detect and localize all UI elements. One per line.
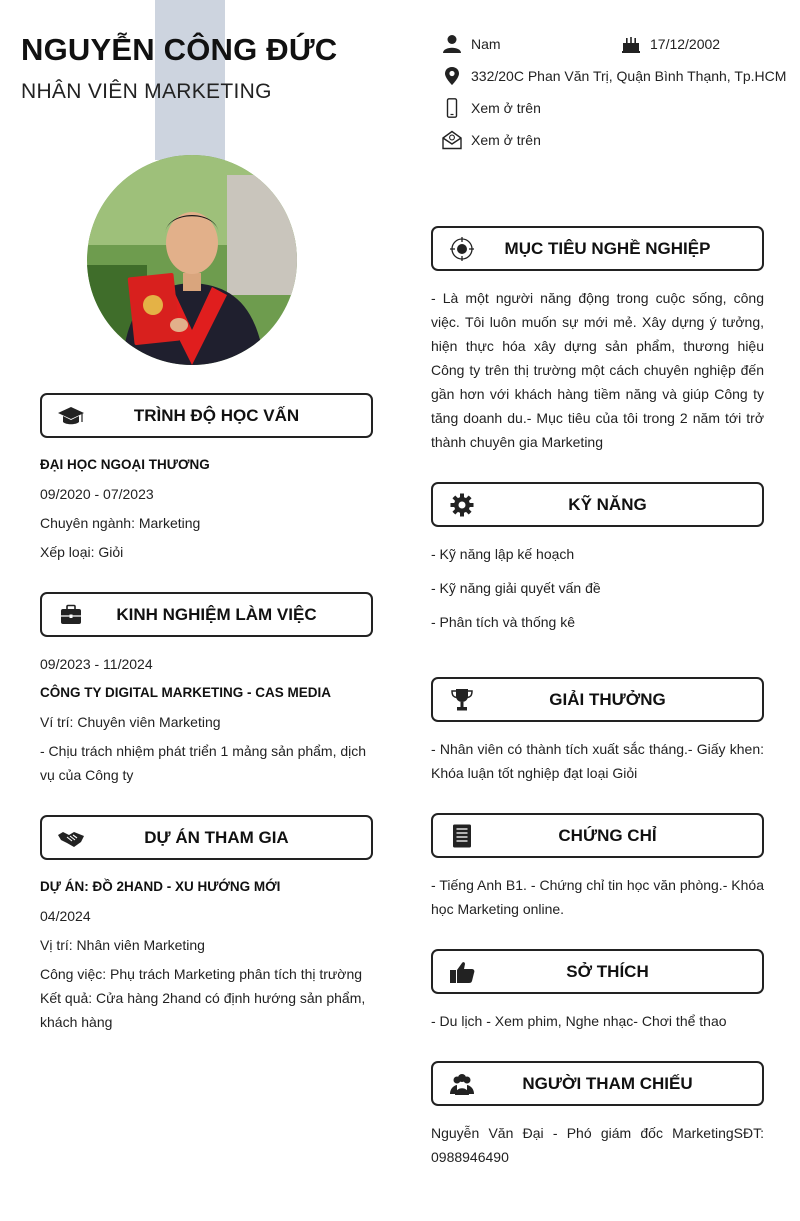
contact-phone (441, 97, 541, 119)
skill-item: - Phân tích và thống kê (431, 614, 575, 630)
certificates-title: CHỨNG CHỈ (558, 825, 657, 845)
trophy-icon (447, 687, 477, 713)
project-description: Công việc: Phụ trách Marketing phân tích thị trường Kết quả: Cửa hàng 2hand có định hướng sản phẩm, khách hàng (40, 966, 366, 1030)
education-school: ĐẠI HỌC NGOẠI THƯƠNG (40, 457, 210, 472)
address-value: 332/20C Phan Văn Trị, Quận Bình Thạnh, Tp.HCM (471, 68, 787, 84)
handshake-icon (56, 825, 86, 851)
briefcase-icon (56, 602, 86, 628)
email-icon (441, 129, 463, 151)
project-position: Vị trí: Nhân viên Marketing (40, 937, 205, 953)
skills-header (431, 482, 764, 527)
hobbies-text: - Du lịch - Xem phim, Nghe nhạc- Chơi thể thao (431, 1013, 727, 1029)
cake-icon (620, 33, 642, 55)
hobbies-title: SỞ THÍCH (566, 961, 649, 981)
email-value: Xem ở trên (471, 132, 541, 148)
experience-description: - Chịu trách nhiệm phát triển 1 mảng sản phẩm, dịch vụ của Công ty (40, 743, 367, 783)
experience-header (40, 592, 373, 637)
experience-company: CÔNG TY DIGITAL MARKETING - CAS MEDIA (40, 685, 332, 700)
gender-value: Nam (471, 36, 501, 52)
education-period: 09/2020 - 07/2023 (40, 486, 154, 502)
gear-icon (447, 492, 477, 518)
target-icon (447, 236, 477, 262)
job-title: NHÂN VIÊN MARKETING (21, 80, 272, 103)
projects-title: DỰ ÁN THAM GIA (144, 827, 289, 847)
contact-email (441, 129, 541, 151)
project-date: 04/2024 (40, 908, 91, 924)
birthday-value: 17/12/2002 (650, 36, 721, 52)
skill-item: - Kỹ năng giải quyết vấn đề (431, 580, 601, 596)
profile-photo (87, 155, 297, 365)
awards-text: - Nhân viên có thành tích xuất sắc tháng.- Giấy khen: Khóa luận tốt nghiệp đạt loại Giỏi (431, 741, 764, 781)
project-name: DỰ ÁN: ĐỒ 2HAND - XU HƯỚNG MỚI (40, 879, 281, 894)
projects-header (40, 815, 373, 860)
contact-address (441, 65, 786, 87)
experience-position: Ví trí: Chuyên viên Marketing (40, 714, 221, 730)
contact-birthday (620, 33, 720, 55)
objective-text: - Là một người năng động trong cuộc sống, công việc. Tôi luôn muốn sự mới mẻ. Xây dựng ý tưởng, hiện thực hóa xây dựng sản phẩm, thương hiệu Công ty trên thị trường một cách chuyên nghiệp đến gần hơn với khách hàng tiềm năng và giúp Công ty tăng doanh du.- Mục tiêu của tôi trong 2 năm tới trở thành chuyên gia Marketing (431, 290, 764, 450)
certificates-text: - Tiếng Anh B1. - Chứng chỉ tin học văn phòng.- Khóa học Marketing online. (431, 877, 764, 917)
candidate-name: NGUYỄN CÔNG ĐỨC (21, 32, 338, 67)
experience-title: KINH NGHIỆM LÀM VIỆC (116, 604, 317, 624)
graduation-cap-icon (56, 403, 86, 429)
people-icon (447, 1071, 477, 1097)
references-text: Nguyễn Văn Đại - Phó giám đốc MarketingSĐT: 0988946490 (431, 1125, 764, 1165)
education-rank: Xếp loại: Giỏi (40, 544, 124, 560)
experience-period: 09/2023 - 11/2024 (40, 656, 153, 672)
contact-gender (441, 33, 501, 55)
education-major: Chuyên ngành: Marketing (40, 515, 201, 531)
person-icon (441, 33, 463, 55)
certificates-header (431, 813, 764, 858)
location-pin-icon (441, 65, 463, 87)
phone-value: Xem ở trên (471, 100, 541, 116)
skills-title: KỸ NĂNG (568, 494, 647, 514)
objective-title: MỤC TIÊU NGHỀ NGHIỆP (504, 238, 711, 258)
references-title: NGƯỜI THAM CHIẾU (522, 1073, 693, 1093)
hobbies-header (431, 949, 764, 994)
education-header (40, 393, 373, 438)
objective-header (431, 226, 764, 271)
phone-icon (441, 97, 463, 119)
references-header (431, 1061, 764, 1106)
skill-item: - Kỹ năng lập kế hoạch (431, 546, 575, 562)
awards-header (431, 677, 764, 722)
certificate-icon (447, 823, 477, 849)
thumbs-up-icon (447, 959, 477, 985)
awards-title: GIẢI THƯỞNG (549, 689, 666, 709)
education-title: TRÌNH ĐỘ HỌC VẤN (133, 405, 300, 425)
